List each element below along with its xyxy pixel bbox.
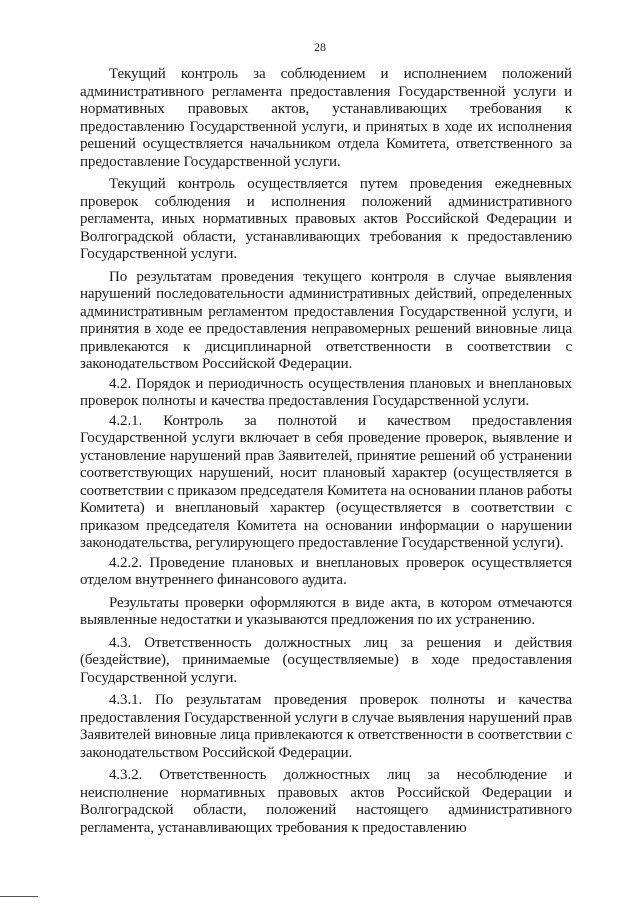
paragraph-daily-checks: Текущий контроль осуществляется путем проведения ежедневных проверок соблюдения и исполнения положений административного регламента, иных нормативных правовых актов Российской Федерации и Волгоградской области, устанавливающих требования к предоставлению Государственной услуги. (80, 176, 572, 262)
paragraph-4-3-1: 4.3.1. По результатам проведения проверок полноты и качества предоставления Государственной услуги в случае выявления нарушений прав Заявителей виновные лица привлекаются к ответственности в соответствии с законодательством Российской Федерации. (80, 692, 572, 761)
paragraph-current-control: Текущий контроль за соблюдением и исполнением положений административного регламента предоставления Государственной услуги и нормативных правовых актов, устанавливающих требования к предоставлению Государственной услуги, и принятых в ходе их исполнения решений осуществляется начальником отдела Комитета, ответственного за предоставление Государственной услуги. (80, 66, 572, 170)
paragraph-control-results: По результатам проведения текущего контроля в случае выявления нарушений последовательности административных действий, определенных административным регламентом предоставления Государственной услуги, и принятия в ходе ее предоставления неправомерных решений виновные лица привлекаются к дисциплинарной ответственности в соответствии с законодательством Российской Федерации. (80, 268, 572, 372)
footer-rule (0, 896, 38, 897)
paragraph-4-3: 4.3. Ответственность должностных лиц за решения и действия (бездействие), принимаемые (осуществляемые) в ходе предоставления Государственной услуги. (80, 634, 572, 686)
paragraph-4-3-2: 4.3.2. Ответственность должностных лиц за несоблюдение и неисполнение нормативных правовых актов Российской Федерации и Волгоградской области, положений настоящего административного регламента, устанавливающих требования к предоставлению (80, 767, 572, 836)
paragraph-4-2: 4.2. Порядок и периодичность осуществления плановых и внеплановых проверок полноты и качества предоставления Государственной услуги. (80, 375, 572, 409)
document-body (80, 66, 572, 839)
page-number: 28 (314, 40, 326, 54)
paragraph-audit-results: Результаты проверки оформляются в виде акта, в котором отмечаются выявленные недостатки и указываются предложения по их устранению. (80, 594, 572, 628)
paragraph-4-2-1: 4.2.1. Контроль за полнотой и качеством предоставления Государственной услуги включает в себя проведение проверок, выявление и установление нарушений прав Заявителей, принятие решений об устранении соответствующих нарушений, носит плановый характер (осуществляется в соответствии с приказом председателя Комитета на основании планов работы Комитета) и внеплановый характер (осуществляется в соответствии с приказом председателя Комитета на основании информации о нарушении законодательства, регулирующего предоставление Государственной услуги). (80, 412, 572, 551)
paragraph-4-2-2: 4.2.2. Проведение плановых и внеплановых проверок осуществляется отделом внутреннего финансового аудита. (80, 554, 572, 588)
